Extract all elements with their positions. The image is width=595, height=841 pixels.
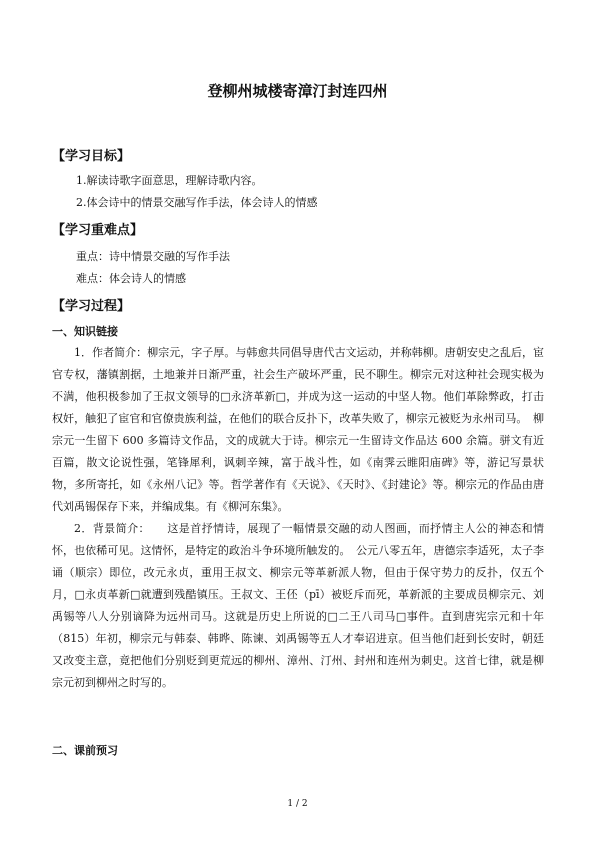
key-points-heading: 【学习重难点】 [52,223,144,238]
document-title: 登柳州城楼寄漳汀封连四州 [207,82,388,100]
author-intro-paragraph: 1．作者简介：柳宗元，字子厚。与韩愈共同倡导唐代古文运动，并称韩柳。唐朝安史之乱后，宦官专权，藩镇割据，土地兼并日渐严重，社会生产破坏严重，民不聊生。柳宗元对这种社会现实极为不满，他积极参加了王叔文领导的□永济革新□，并成为这一运动的中坚人物。他们革除弊政，打击权奸，触犯了宦官和官僚贵族利益，在他们的联合反扑下，改革失败了，柳宗元被贬为永州司马。 柳宗元一生留下 600 多篇诗文作品，文的成就大于诗。柳宗元一生留诗文作品达 600 余篇。骈文有近百篇，散文论说性强，笔锋犀利，讽刺辛辣，富于战斗性，如《南霁云睢阳庙碑》等，游记写景状物，多所寄托，如《永州八记》等。哲学著作有《天说》、《天时》、《封建论》等。柳宗元的作品由唐代刘禹锡保存下来，并编成集。有《柳河东集》。 [52,346,544,513]
key-point-item: 重点：诗中情景交融的写作手法 [76,250,230,263]
process-heading: 【学习过程】 [52,299,131,314]
knowledge-paragraphs [52,342,544,694]
preview-heading: 二、课前预习 [52,744,118,757]
difficult-point-item: 难点：体会诗人的情感 [76,272,186,285]
objective-item-1: 1.解读诗歌字面意思，理解诗歌内容。 [76,174,263,187]
objective-item-2: 2.体会诗中的情景交融写作手法，体会诗人的情感 [76,196,318,209]
knowledge-link-heading: 一、知识链接 [52,325,118,338]
page-number: 1 / 2 [287,799,308,809]
background-intro-paragraph: 2．背景简介： 这是首抒情诗，展现了一幅情景交融的动人图画，而抒情主人公的神态和情怀，也依稀可见。这情怀，是特定的政治斗争环境所触发的。 公元八零五年，唐德宗李适死，太子李诵（顺宗）即位，改元永贞，重用王叔文、柳宗元等革新派人物，但由于保守势力的反扑，仅五个月，□永贞革新□就遭到残酷镇压。王叔文、王伾（pī）被贬斥而死，革新派的主要成员柳宗元、刘禹锡等八人分别谪降为远州司马。这就是历史上所说的□二王八司马□事件。直到唐宪宗元和十年（815）年初，柳宗元与韩泰、韩晔、陈谏、刘禹锡等五人才奉诏进京。但当他们赶到长安时，朝廷又改变主意，竟把他们分别贬到更荒远的柳州、漳州、汀州、封州和连州为刺史。这首七律，就是柳宗元初到柳州之时写的。 [52,522,544,689]
objectives-heading: 【学习目标】 [52,149,131,164]
